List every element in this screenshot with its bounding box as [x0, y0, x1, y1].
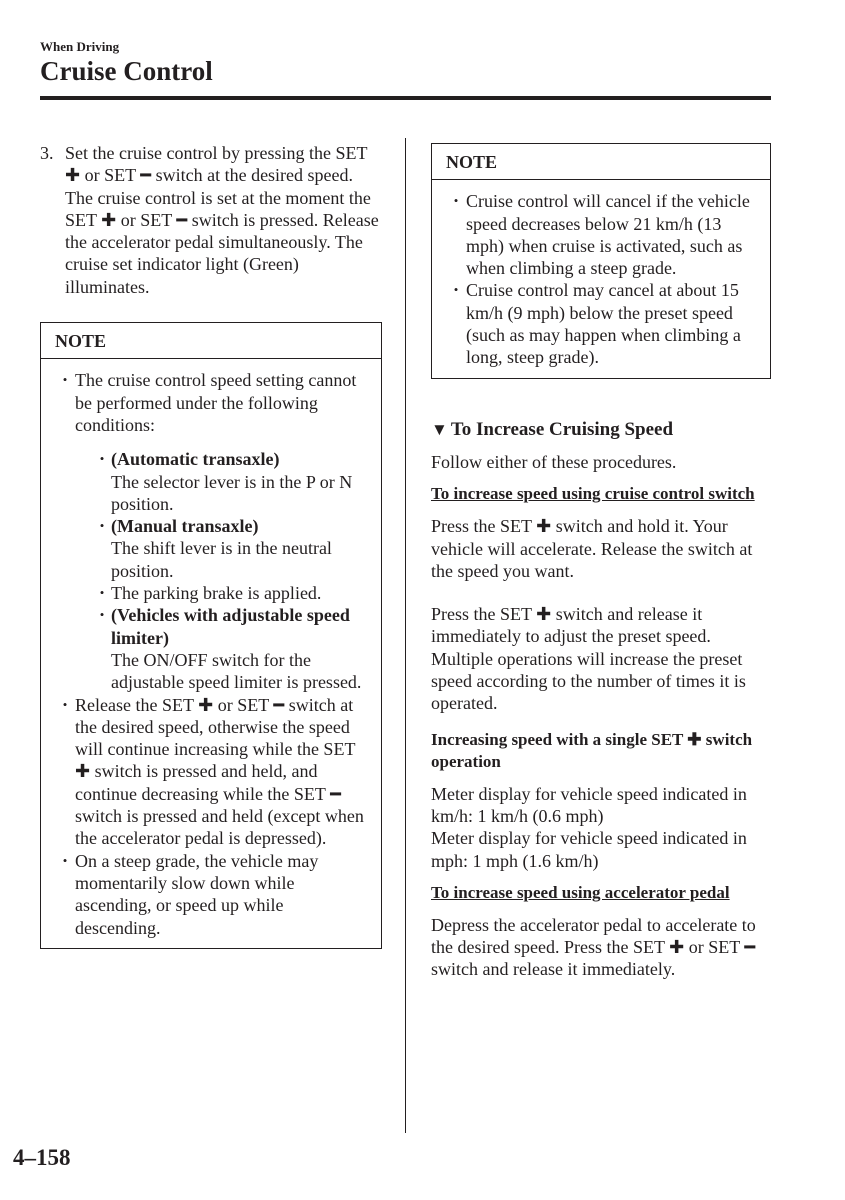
page-number: 4–158	[13, 1145, 71, 1170]
condition-text: The ON/OFF switch for the adjustable speed limiter is pressed.	[111, 649, 362, 693]
step-number: 3.	[40, 143, 54, 163]
paragraph: Meter display for vehicle speed indicated in km/h: 1 km/h (0.6 mph)	[431, 783, 747, 826]
triangle-down-icon: ▼	[431, 419, 448, 439]
step-3	[40, 142, 382, 298]
left-column	[40, 142, 382, 949]
condition-label: (Automatic transaxle)	[111, 449, 280, 470]
subheading-accelerator-pedal: To increase speed using accelerator pedal	[431, 882, 730, 902]
paragraph: Press the SET ✚ switch and hold it. Your vehicle will accelerate. Release the switch at the speed you want.	[431, 516, 753, 581]
list-item	[446, 190, 762, 279]
list-item	[93, 604, 373, 693]
condition-text: The shift lever is in the neutral position.	[111, 538, 332, 581]
section-heading-text: To Increase Cruising Speed	[450, 418, 674, 440]
note-bullet-text: The cruise control speed setting cannot be performed under the following conditions:	[75, 370, 357, 435]
paragraph: Meter display for vehicle speed indicated in mph: 1 mph (1.6 km/h)	[431, 828, 747, 871]
bullet-icon: •	[453, 282, 459, 298]
bullet-icon: •	[99, 451, 105, 467]
step-text: Set the cruise control by pressing the SET ✚ or SET ━ switch at the desired speed. The cruise control is set at the moment the SET ✚ or SET ━ switch is pressed. Release the accelerator pedal simultaneously. The cruise set indicator light (Green) illuminates.	[65, 143, 379, 297]
list-item	[93, 582, 373, 604]
note-body	[432, 180, 770, 377]
title-rule	[40, 96, 771, 100]
section-label: When Driving	[40, 39, 120, 54]
note-bullet-text: Cruise control will cancel if the vehicle speed decreases below 21 km/h (13 mph) when cruise is activated, such as when climbing a steep grade.	[466, 191, 750, 279]
column-divider	[405, 138, 406, 1133]
intro-text: Follow either of these procedures.	[431, 451, 677, 472]
page-title: Cruise Control	[40, 56, 213, 86]
note-box	[40, 322, 382, 949]
list-item	[55, 850, 373, 939]
subheading-cruise-switch: To increase speed using cruise control switch	[431, 484, 755, 504]
list-item	[446, 279, 762, 368]
bullet-icon: •	[62, 372, 68, 388]
bullet-icon: •	[453, 193, 459, 209]
condition-label: (Vehicles with adjustable speed limiter)	[111, 605, 350, 648]
bullet-icon: •	[62, 696, 68, 712]
condition-label: (Manual transaxle)	[111, 516, 259, 537]
bullet-icon: •	[62, 852, 68, 868]
subheading-single-operation: Increasing speed with a single SET ✚ switch operation	[431, 729, 753, 771]
paragraph: Press the SET ✚ switch and release it immediately to adjust the preset speed. Multiple operations will increase the preset speed according to the number of times it is operated.	[431, 604, 746, 714]
note-label: NOTE	[432, 144, 770, 180]
note-bullet-text: On a steep grade, the vehicle may momentarily slow down while ascending, or speed up while descending.	[75, 850, 319, 938]
section-heading	[431, 419, 771, 441]
list-item	[93, 515, 373, 582]
condition-text: The selector lever is in the P or N position.	[111, 471, 353, 514]
note-body	[41, 359, 381, 947]
note-bullet-text: Cruise control may cancel at about 15 km/h (9 mph) below the preset speed (such as may happen when climbing a long, steep grade).	[466, 280, 741, 368]
paragraph: Depress the accelerator pedal to accelerate to the desired speed. Press the SET ✚ or SET ━ switch and release it immediately.	[431, 914, 756, 980]
bullet-icon: •	[99, 607, 105, 623]
right-column	[431, 142, 771, 981]
note-box	[431, 143, 771, 379]
condition-text: The parking brake is applied.	[111, 583, 322, 604]
note-label: NOTE	[41, 323, 381, 359]
bullet-icon: •	[99, 585, 105, 601]
note-bullet-text: Release the SET ✚ or SET ━ switch at the desired speed, otherwise the speed will continue increasing while the SET ✚ switch is pressed and held, and continue decreasing while the SET ━ switch is pressed and held (except when the accelerator pedal is depressed).	[75, 694, 364, 849]
bullet-icon: •	[99, 518, 105, 534]
list-item	[55, 369, 373, 693]
list-item	[93, 448, 373, 515]
list-item	[55, 694, 373, 850]
